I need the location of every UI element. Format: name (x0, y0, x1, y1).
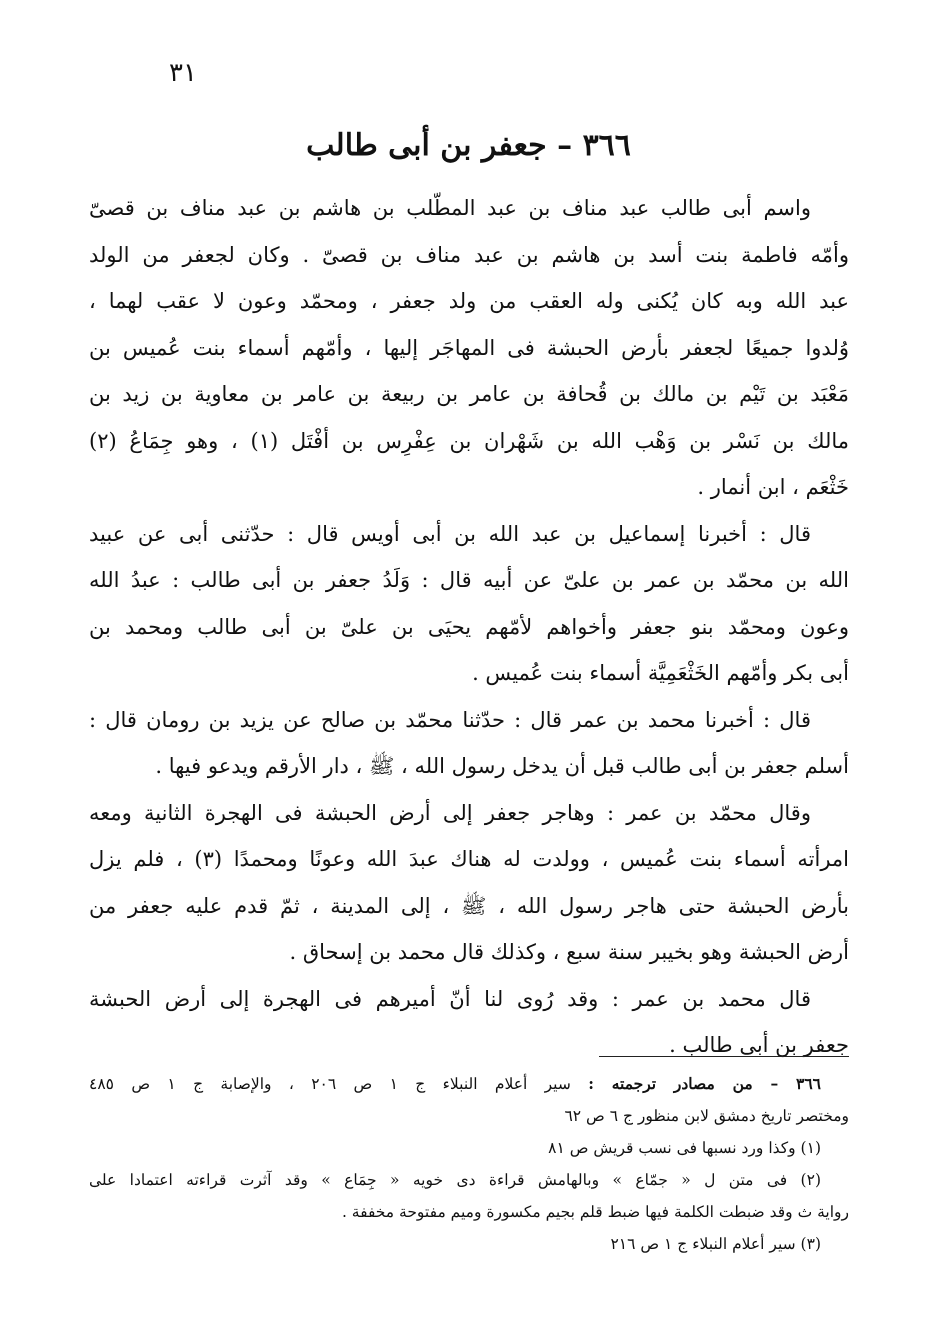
paragraph-1-line-4: وُلدوا جميعًا لجعفر بأرض الحبشة فى المهاجَر إليها ، وأمّهم أسماء بنت عُميس بن (89, 335, 849, 360)
paragraph-5-line-2: جعفر بن أبى طالب . (669, 1033, 849, 1057)
paragraph-2-line-3: وعون ومحمّد بنو جعفر وأخواهم لأمّهم يحيَى بن علىّ بن أبى طالب ومحمد بن (89, 614, 849, 639)
paragraph-4-line-2: امرأته أسماء بنت عُميس ، وولدت له هناك عبدَ الله وعونًا ومحمدًا (٣) ، فلم يزل (89, 847, 849, 871)
paragraph-4-line-1: وقال محمّد بن عمر : وهاجر جعفر إلى أرض الحبشة فى الهجرة الثانية ومعه (89, 800, 811, 825)
footnote-3: (٣) سير أعلام النبلاء ج ١ ص ٢١٦ (610, 1235, 821, 1253)
footnote-sources-line-2: ومختصر تاريخ دمشق لابن منظور ج ٦ ص ٦٢ (564, 1107, 849, 1125)
footnote-sources-label: ٣٦٦ – من مصادر ترجمته : (588, 1074, 822, 1093)
paragraph-2-line-2: الله بن محمّد بن عمر بن علىّ عن أبيه قال : وَلَدُ جعفر بن أبى طالب : عبدُ الله (89, 568, 849, 592)
footnote-sources-line-1 (89, 1068, 849, 1100)
paragraph-1-line-6: مالك بن نَسْر بن وَهْب الله بن شَهْران بن عِفْرِس بن أفْتَل (١) ، وهو جِمَاعُ (٢) (89, 428, 849, 453)
paragraph-4-line-4: أرض الحبشة وهو بخيبر سنة سبع ، وكذلك قال محمد بن إسحاق . (289, 940, 849, 964)
paragraph-1-line-7: خَثْعَم ، ابن أنمار . (697, 475, 849, 499)
footnote-divider (599, 1056, 849, 1057)
paragraph-1-line-3: عبد الله وبه كان يُكنى وله العقب من ولد جعفر ، ومحمّد وعون لا عقب لهما ، (89, 289, 849, 313)
paragraph-1-line-2: وأمّه فاطمة بنت أسد بن هاشم بن عبد مناف بن قصىّ . وكان لجعفر من الولد (89, 242, 849, 267)
chapter-title: ٣٦٦ – جعفر بن أبى طالب (306, 128, 631, 163)
paragraph-3-line-2: أسلم جعفر بن أبى طالب قبل أن يدخل رسول الله ، ﷺ ، دار الأرقم ويدعو فيها . (155, 754, 849, 778)
paragraph-5-line-1: قال محمد بن عمر : وقد رُوى لنا أنّ أميرهم فى الهجرة إلى أرض الحبشة (89, 986, 811, 1011)
paragraph-4-line-3: بأرض الحبشة حتى هاجر رسول الله ، ﷺ ، إلى المدينة ، ثمّ قدم عليه جعفر من (89, 893, 849, 918)
footnotes (89, 1068, 849, 1260)
paragraph-1-line-1: واسم أبى طالب عبد مناف بن عبد المطّلب بن هاشم بن عبد مناف بن قصىّ (89, 196, 811, 220)
footnote-1: (١) وكذا ورد نسبها فى نسب قريش ص ٨١ (548, 1139, 821, 1157)
body-text (89, 185, 849, 1069)
paragraph-1-line-5: مَعْبَد بن تَيْم بن مالك بن قُحافة بن عامر بن ربيعة بن عامر بن معاوية بن زيد بن (89, 382, 849, 406)
paragraph-2-line-4: أبى بكر وأمّهم الخَثْعَمِيَّة أسماء بنت عُميس . (472, 661, 849, 685)
footnote-sources-text: سير أعلام النبلاء ج ١ ص ٢٠٦ ، والإصابة ج ١ ص ٤٨٥ (89, 1075, 571, 1093)
footnote-2-line-1: (٢) فى متن ل « جمّاع » وبالهامش قراءة دى خويه « جِمَاع » وقد آثرت قراءته اعتمادا على (89, 1171, 821, 1189)
page-number: ٣١ (169, 58, 197, 88)
paragraph-2-line-1: قال : أخبرنا إسماعيل بن عبد الله بن أبى أويس قال : حدّثنى أبى عن عبيد (89, 521, 811, 546)
footnote-2-line-2: رواية ث وقد ضبطت الكلمة فيها ضبط قلم بجيم مكسورة وميم مفتوحة مخففة . (341, 1203, 849, 1221)
paragraph-3-line-1: قال : أخبرنا محمد بن عمر قال : حدّثنا محمّد بن صالح عن يزيد بن رومان قال : (89, 707, 811, 732)
